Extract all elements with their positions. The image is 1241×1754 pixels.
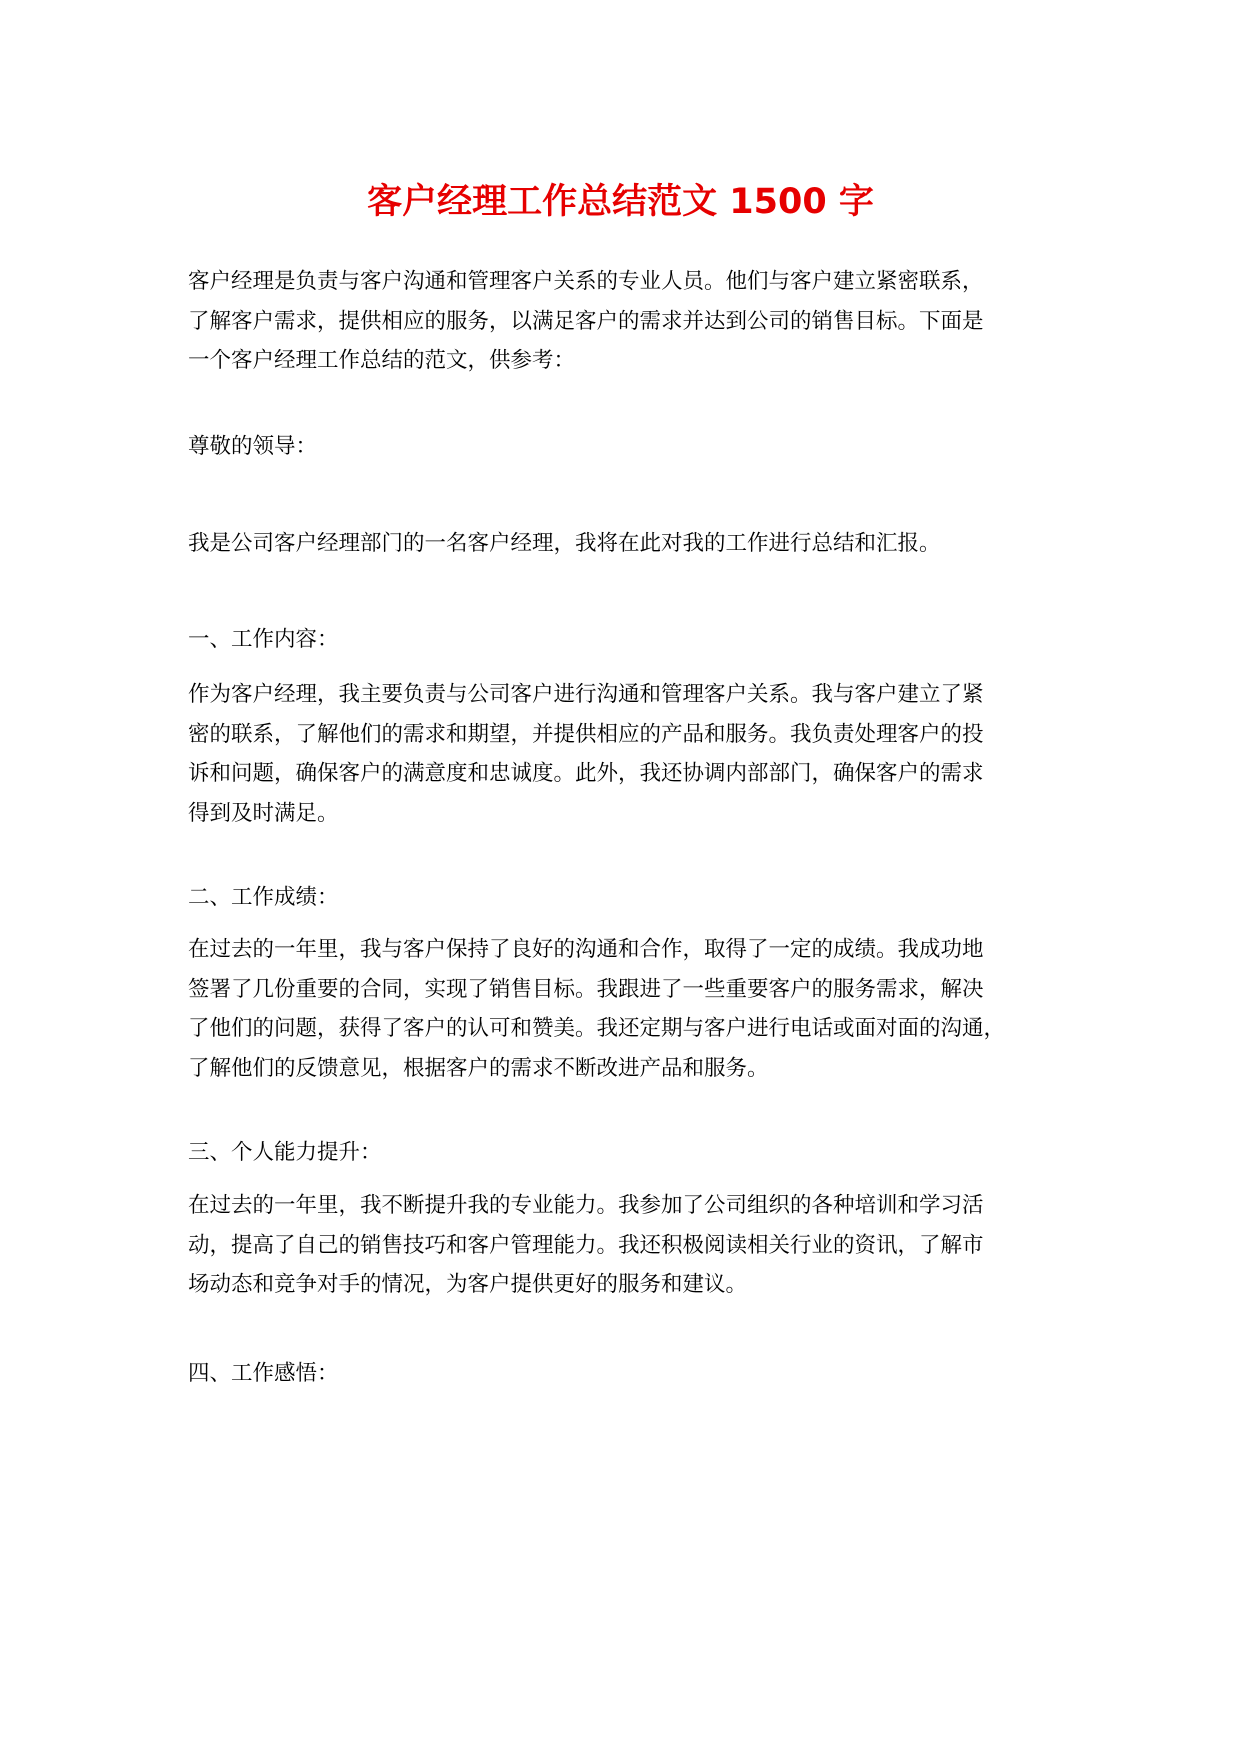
section-heading-reflections: 四、工作感悟： xyxy=(188,1361,339,1386)
section-heading-skill-improvement: 三、个人能力提升： xyxy=(188,1140,382,1165)
section-heading-work-content: 一、工作内容： xyxy=(188,627,339,652)
salutation: 尊敬的领导： xyxy=(188,434,318,459)
opening-paragraph: 我是公司客户经理部门的一名客户经理，我将在此对我的工作进行总结和汇报。 xyxy=(188,531,941,556)
page-title: 客户经理工作总结范文 1500 字 xyxy=(367,182,874,222)
intro-paragraph: 客户经理是负责与客户沟通和管理客户关系的专业人员。他们与客户建立紧密联系， 了解客户需求，提供相应的服务，以满足客户的需求并达到公司的销售目标。下面是 一个客户经理工作总结的范文，供参考： xyxy=(188,269,984,373)
section-body-skill-improvement: 在过去的一年里，我不断提升我的专业能力。我参加了公司组织的各种培训和学习活 动，提高了自己的销售技巧和客户管理能力。我还积极阅读相关行业的资讯，了解市 场动态和竞争对手的情况，为客户提供更好的服务和建议。 xyxy=(188,1193,984,1297)
section-heading-achievements: 二、工作成绩： xyxy=(188,885,339,910)
section-body-achievements: 在过去的一年里，我与客户保持了良好的沟通和合作，取得了一定的成绩。我成功地 签署了几份重要的合同，实现了销售目标。我跟进了一些重要客户的服务需求，解决 了他们的问题，获得了客户的认可和赞美。我还定期与客户进行电话或面对面的沟通， 了解他们的反馈意见，根据客户的需求不断改进产品和服务。 xyxy=(188,937,1006,1081)
section-body-work-content: 作为客户经理，我主要负责与公司客户进行沟通和管理客户关系。我与客户建立了紧 密的联系，了解他们的需求和期望，并提供相应的产品和服务。我负责处理客户的投 诉和问题，确保客户的满意度和忠诚度。此外，我还协调内部部门，确保客户的需求 得到及时满足。 xyxy=(188,682,984,826)
